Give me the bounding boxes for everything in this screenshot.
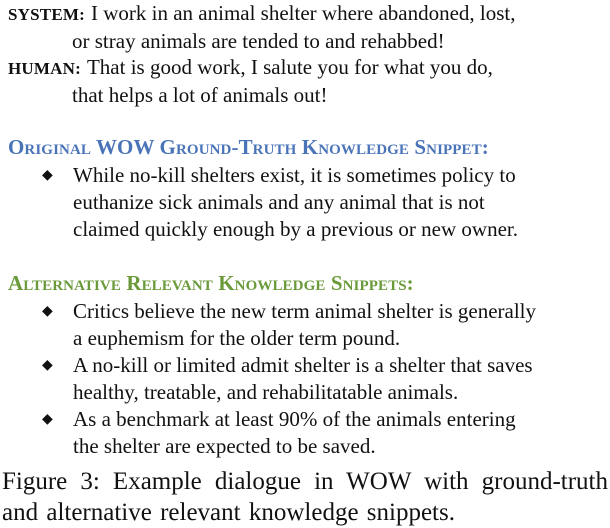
system-speaker-label: SYSTEM:: [8, 5, 85, 24]
diamond-bullet-icon: ◆: [42, 168, 53, 183]
human-speaker-label: HUMAN:: [8, 59, 81, 78]
alternative-snippet-line1: A no-kill or limited admit shelter is a shelter that saves: [73, 353, 533, 377]
alternative-snippet-line1: As a benchmark at least 90% of the animals entering: [73, 407, 516, 431]
alternative-snippet-line2: the shelter are expected to be saved.: [73, 434, 376, 458]
original-snippet-line2: euthanize sick animals and any animal that is not: [73, 190, 485, 214]
system-turn: [8, 0, 608, 55]
original-knowledge-title: Original WOW Ground-Truth Knowledge Snippet:: [8, 135, 489, 159]
alternative-snippet-item: [0, 298, 610, 352]
system-utterance-line1: I work in an animal shelter where abandoned, lost,: [90, 1, 516, 25]
diamond-bullet-icon: ◆: [42, 304, 53, 319]
original-snippet-item: [0, 162, 610, 243]
alternative-snippet-list: [0, 298, 610, 460]
original-snippet-list: [0, 162, 610, 243]
alternative-snippet-item: [0, 406, 610, 460]
diamond-bullet-icon: ◆: [42, 412, 53, 427]
alternative-snippet-line2: healthy, treatable, and rehabilitatable animals.: [73, 380, 459, 404]
original-snippet-line3: claimed quickly enough by a previous or new owner.: [73, 217, 518, 241]
alternative-knowledge-title: Alternative Relevant Knowledge Snippets:: [8, 271, 414, 295]
figure-caption: Figure 3: Example dialogue in WOW with ground-truth and alternative relevant knowledge snippets.: [2, 468, 608, 526]
human-utterance-line2: that helps a lot of animals out!: [72, 83, 328, 107]
alternative-snippet-item: [0, 352, 610, 406]
alternative-snippet-line2: a euphemism for the older term pound.: [73, 326, 401, 350]
original-snippet-line1: While no-kill shelters exist, it is sometimes policy to: [73, 163, 516, 187]
human-turn: [8, 54, 608, 109]
system-utterance-line2: or stray animals are tended to and rehabbed!: [72, 29, 445, 53]
diamond-bullet-icon: ◆: [42, 358, 53, 373]
human-utterance-line1: That is good work, I salute you for what you do,: [86, 55, 493, 79]
alternative-snippet-line1: Critics believe the new term animal shelter is generally: [73, 299, 537, 323]
